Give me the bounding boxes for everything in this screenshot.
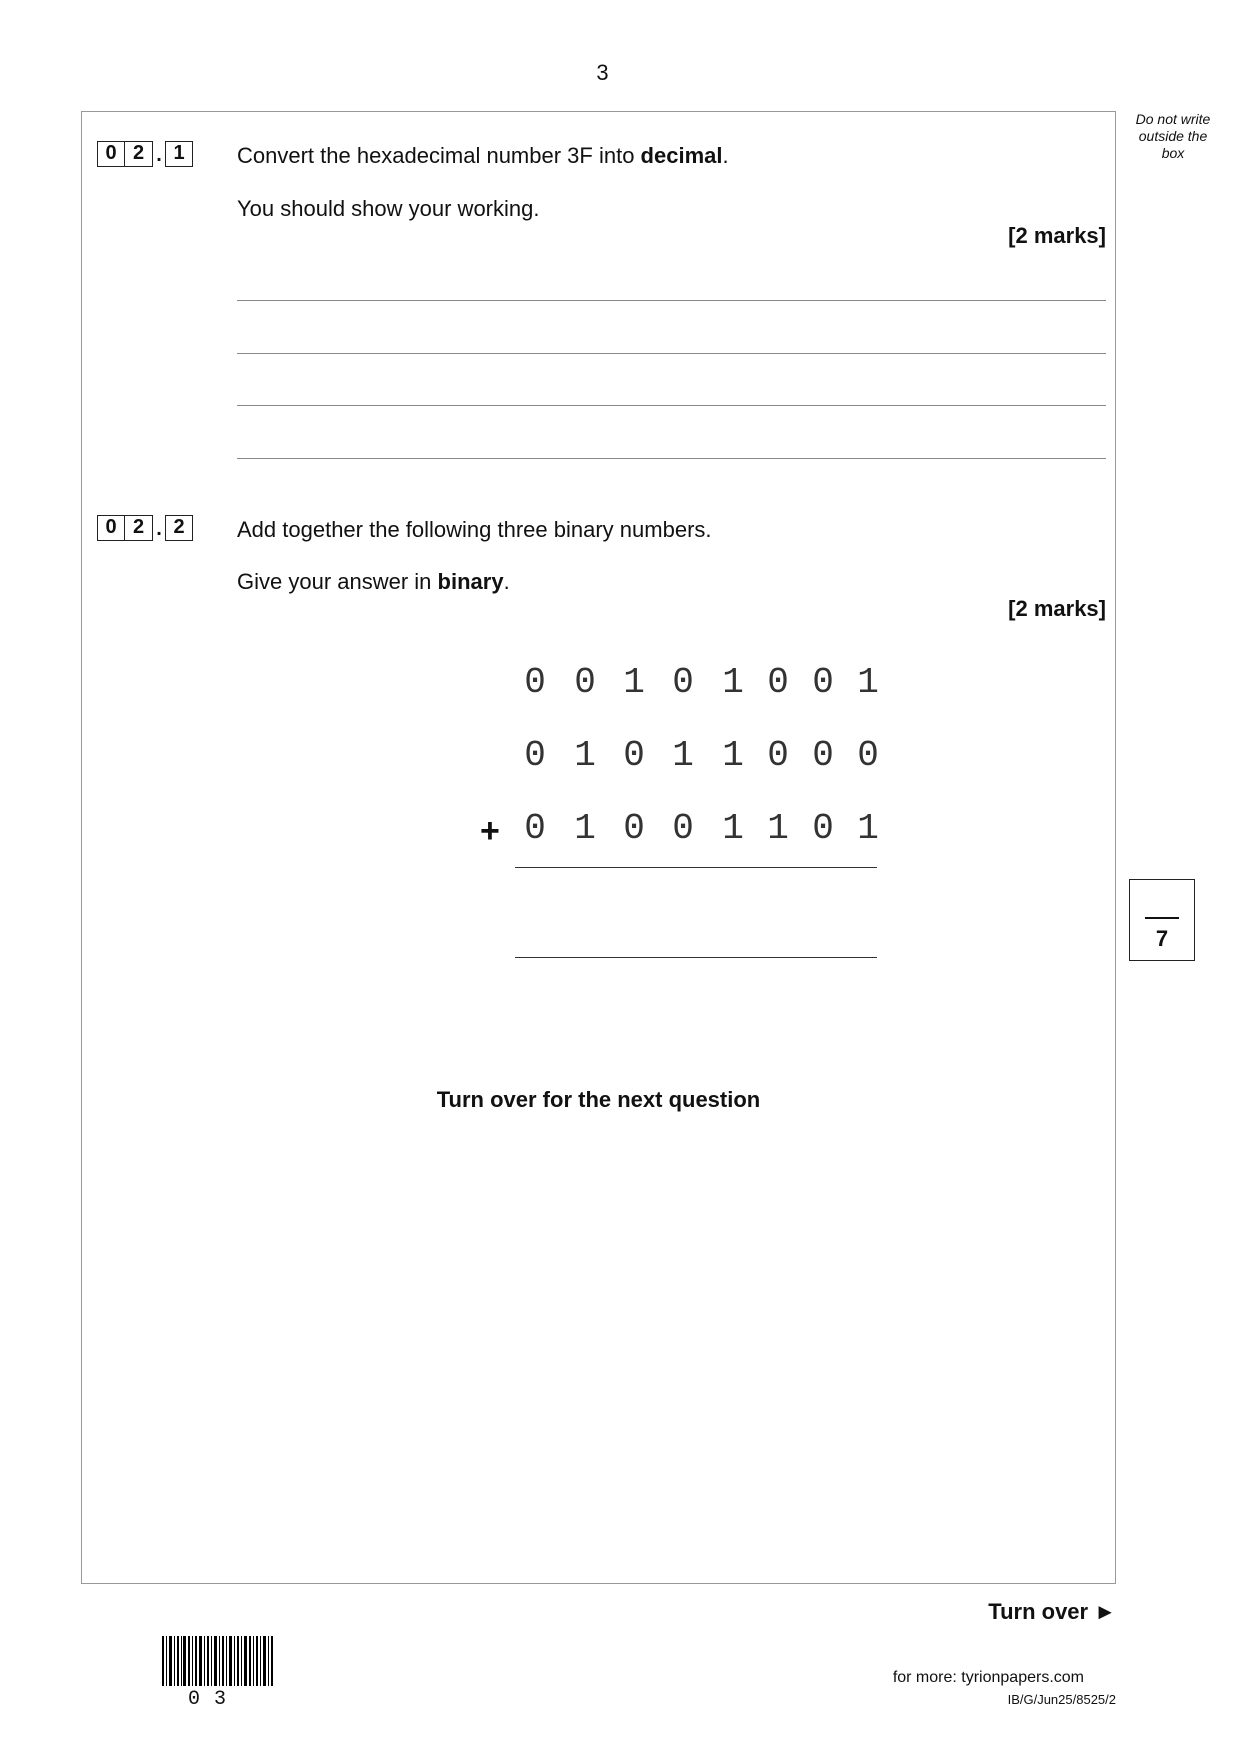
question-digit: 0 (97, 515, 125, 541)
answer-line[interactable] (237, 405, 1106, 406)
question-dot: . (156, 518, 162, 540)
binary-digit: 0 (672, 808, 694, 849)
footer-site: for more: tyrionpapers.com (892, 1669, 1084, 1686)
answer-line[interactable] (237, 300, 1106, 301)
binary-digit: 0 (524, 735, 546, 776)
instruction-text: Give your answer in (237, 569, 438, 594)
score-total: 7 (1155, 926, 1169, 951)
binary-digit: 1 (672, 735, 694, 776)
binary-digit: 1 (722, 808, 744, 849)
score-entry-line (1145, 917, 1179, 919)
binary-digit: 0 (524, 808, 546, 849)
binary-digit: 1 (857, 808, 879, 849)
question-part-digit: 1 (165, 141, 193, 167)
binary-digit: 1 (574, 735, 596, 776)
binary-digit: 1 (857, 662, 879, 703)
binary-digit: 0 (672, 662, 694, 703)
binary-digit: 0 (812, 808, 834, 849)
question-02-1-text (237, 143, 729, 169)
question-number-02-2 (97, 515, 193, 541)
question-02-2-text: Add together the following three binary numbers. (237, 517, 712, 542)
footer-paper-code: IB/G/Jun25/8525/2 (1007, 1692, 1116, 1707)
binary-digit: 0 (812, 662, 834, 703)
question-02-2-instruction (237, 569, 510, 595)
binary-digit: 0 (623, 735, 645, 776)
binary-digit: 1 (722, 662, 744, 703)
binary-digit: 0 (574, 662, 596, 703)
binary-digit: 0 (767, 662, 789, 703)
binary-digit: 1 (574, 808, 596, 849)
binary-digit: 1 (722, 735, 744, 776)
margin-note: Do not write outside the box (1135, 111, 1211, 161)
page-number: 3 (596, 60, 609, 85)
instruction-text-bold: binary (437, 569, 504, 594)
binary-digit: 0 (812, 735, 834, 776)
question-02-2-marks: [2 marks] (1008, 596, 1106, 621)
question-digit: 0 (97, 141, 125, 167)
binary-answer-line[interactable] (515, 957, 877, 958)
question-02-1-marks: [2 marks] (1008, 223, 1106, 248)
answer-line[interactable] (237, 458, 1106, 459)
question-digit: 2 (125, 141, 153, 167)
barcode-graphic (162, 1636, 274, 1686)
answer-line[interactable] (237, 353, 1106, 354)
question-text-bold: decimal (640, 143, 723, 168)
binary-digit: 0 (767, 735, 789, 776)
turn-over-next-question: Turn over for the next question (436, 1087, 761, 1112)
question-02-1-instruction: You should show your working. (237, 196, 540, 221)
question-number-02-1 (97, 141, 193, 167)
question-text: Convert the hexadecimal number 3F into (237, 143, 641, 168)
question-part-digit: 2 (165, 515, 193, 541)
question-digit: 2 (125, 515, 153, 541)
question-text: . (722, 143, 729, 168)
barcode-number: 03 (188, 1688, 241, 1711)
question-dot: . (156, 144, 162, 166)
instruction-text: . (503, 569, 510, 594)
plus-sign: + (480, 812, 500, 850)
binary-digit: 0 (524, 662, 546, 703)
sum-underline (515, 867, 877, 868)
binary-digit: 0 (623, 808, 645, 849)
turn-over: Turn over ► (988, 1599, 1116, 1624)
binary-digit: 1 (767, 808, 789, 849)
binary-digit: 0 (857, 735, 879, 776)
binary-digit: 1 (623, 662, 645, 703)
